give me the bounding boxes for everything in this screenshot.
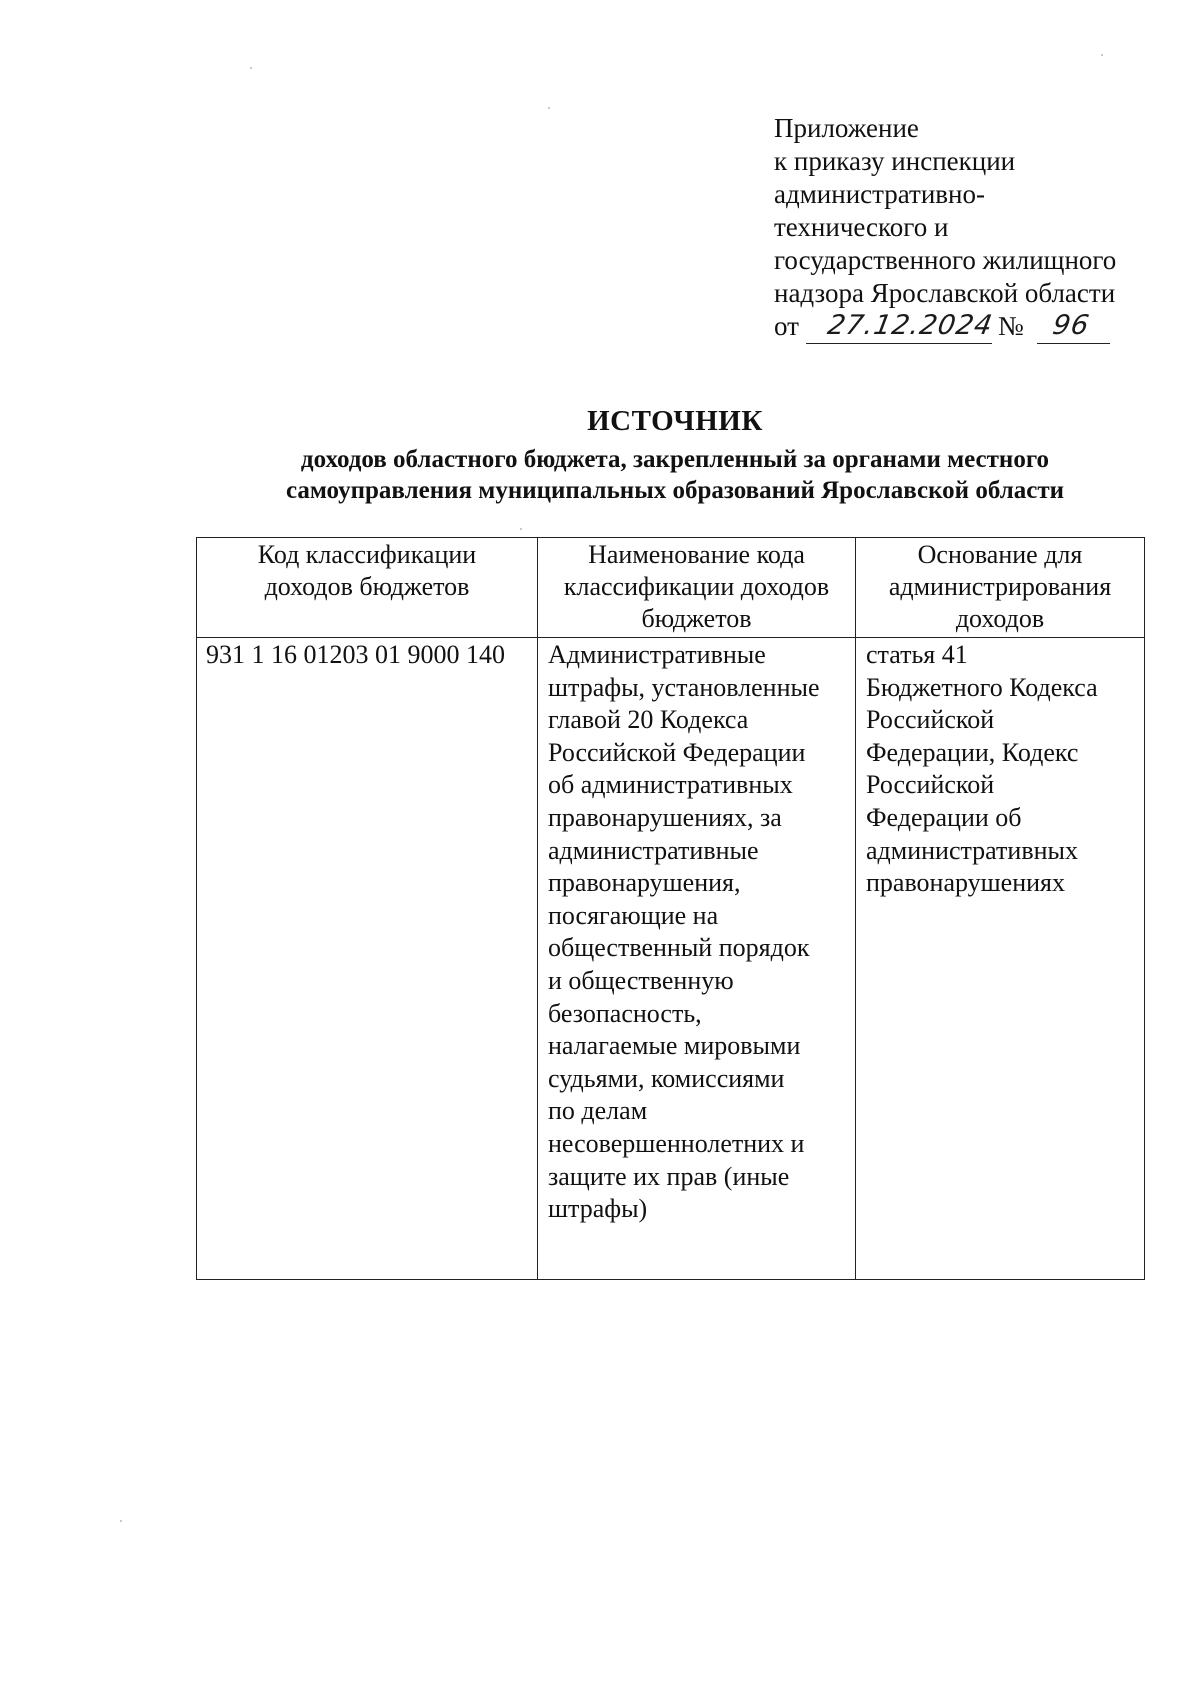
annex-line: административно- xyxy=(774,179,985,209)
order-number-field xyxy=(1037,310,1110,344)
order-date-handwritten: 27.12.2024 xyxy=(825,310,996,341)
order-number-handwritten: 96 xyxy=(1050,310,1093,341)
cell-name xyxy=(538,638,856,1280)
scan-speck xyxy=(250,67,252,69)
header-line: Основание для xyxy=(917,540,1083,569)
cell-code xyxy=(197,638,538,1280)
cell-line: несовершеннолетних и xyxy=(548,1128,805,1158)
table-header-row xyxy=(197,538,1145,638)
cell-line: правонарушениях xyxy=(866,868,1066,898)
table-row xyxy=(197,638,1145,1280)
order-date-prefix: от xyxy=(774,311,799,341)
cell-line: безопасность, xyxy=(548,998,702,1028)
annex-line: государственного жилищного xyxy=(774,245,1117,275)
header-line: классификации доходов xyxy=(563,572,830,601)
scan-speck xyxy=(548,107,550,109)
subtitle-line: доходов областного бюджета, закрепленный за органами местного xyxy=(300,446,1050,473)
header-name xyxy=(538,538,856,638)
header-line: Наименование кода xyxy=(588,540,805,569)
scan-speck xyxy=(1101,54,1103,56)
annex-block xyxy=(774,112,1174,343)
annex-line: надзора Ярославской области xyxy=(774,278,1116,308)
header-line: бюджетов xyxy=(641,604,752,633)
annex-line: Приложение xyxy=(774,113,919,143)
document-subtitle xyxy=(160,444,1190,506)
order-number-sign: № xyxy=(998,311,1024,341)
cell-line: Административные xyxy=(548,640,766,669)
scan-speck xyxy=(120,1520,122,1522)
header-line: администрирования xyxy=(888,572,1112,601)
cell-line: судьями, комиссиями xyxy=(548,1063,785,1093)
cell-line: Федерации об xyxy=(866,802,1022,832)
cell-line: налагаемые мировыми xyxy=(548,1031,801,1061)
cell-line: штрафы, установленные xyxy=(548,672,820,702)
cell-line: административных xyxy=(866,835,1078,865)
scan-speck xyxy=(520,528,522,530)
header-line: Код классификации xyxy=(257,540,477,569)
header-line: доходов xyxy=(955,604,1045,633)
title-block xyxy=(160,404,1190,506)
cell-line: посягающие на xyxy=(548,900,719,930)
cell-line: штрафы) xyxy=(548,1194,648,1224)
cell-line: Российской xyxy=(866,770,995,800)
header-line: доходов бюджетов xyxy=(264,572,470,601)
order-date-field xyxy=(806,310,996,344)
document-title: ИСТОЧНИК xyxy=(587,405,763,437)
cell-line: правонарушения, xyxy=(548,868,741,898)
cell-line: защите их прав (иные xyxy=(548,1161,790,1191)
annex-line: к приказу инспекции xyxy=(774,146,1016,176)
order-reference xyxy=(774,310,1174,343)
cell-line: статья 41 xyxy=(866,640,968,669)
header-code xyxy=(197,538,538,638)
subtitle-line: самоуправления муниципальных образований Ярославской области xyxy=(285,477,1065,504)
cell-line: Федерации, Кодекс xyxy=(866,737,1079,767)
cell-line: главой 20 Кодекса xyxy=(548,705,749,735)
cell-line: административные xyxy=(548,835,759,865)
cell-line: по делам xyxy=(548,1096,648,1126)
cell-line: и общественную xyxy=(548,965,734,995)
annex-line: технического и xyxy=(774,212,949,242)
cell-line: об административных xyxy=(548,770,793,800)
cell-basis xyxy=(856,638,1145,1280)
budget-income-table xyxy=(196,537,1145,1280)
header-basis xyxy=(856,538,1145,638)
cell-line: правонарушениях, за xyxy=(548,802,782,832)
cell-line: Бюджетного Кодекса xyxy=(866,672,1098,702)
cell-line: общественный порядок xyxy=(548,933,810,963)
cell-line: Российской xyxy=(866,705,995,735)
classification-code: 931 1 16 01203 01 9000 140 xyxy=(206,640,505,669)
cell-line: Российской Федерации xyxy=(548,737,806,767)
